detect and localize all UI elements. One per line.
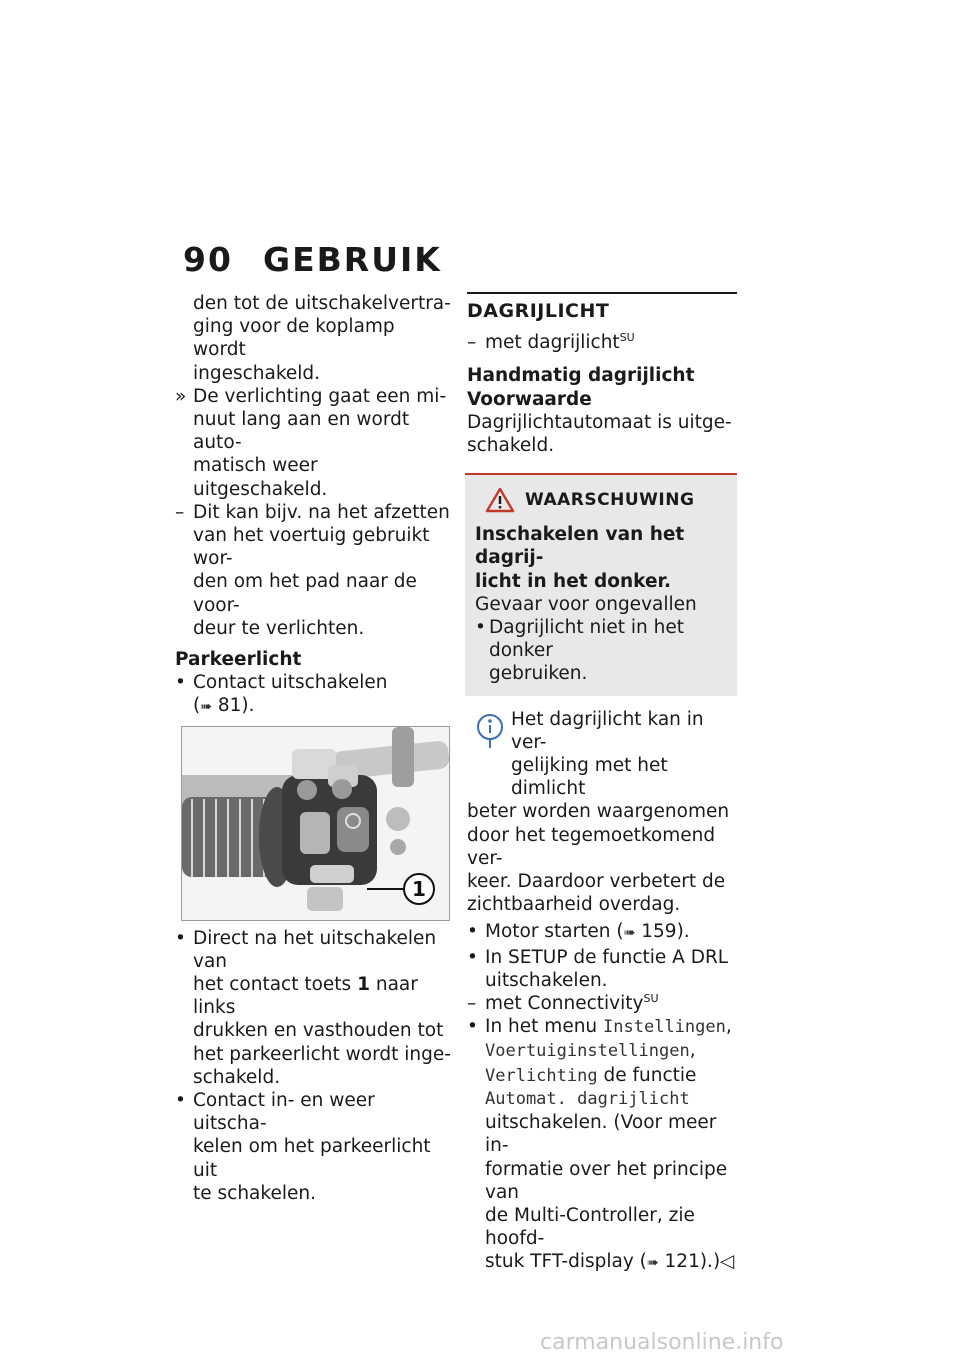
end-of-section-icon: ◁ (720, 1251, 735, 1273)
condition-text: Dagrijlichtautomaat is uitge- schakeld. (467, 411, 732, 457)
equipment-connectivity: – met Connectivity$^{SU}$ (467, 991, 659, 1015)
result-item: » De verlichting gaat een mi- nuut lang aan en wordt auto- matisch weer uitgeschakeld. (175, 385, 447, 500)
menu-item-automat-dagrijlicht: Automat. dagrijlicht (485, 1088, 690, 1109)
info-icon (475, 712, 505, 750)
step-menu: • In het menu Instellingen, Voertuiginstellingen, Verlichting de functie Automat. dagrijlicht uitschakelen. (Voor meer in- formatie over het principe van de Multi-Controller, zie hoofd- stuk TFT-display (➠ 121).)◁ (467, 1015, 737, 1275)
watermark: carmanualsonline.info (540, 1330, 784, 1355)
warning-bullet: • Dagrijlicht niet in het donker gebruiken. (475, 617, 685, 685)
page-ref[interactable]: 121).) (664, 1251, 721, 1273)
warning-triangle-icon (485, 487, 515, 513)
chapter-title: GEBRUIK (263, 240, 442, 279)
warning-box (465, 473, 737, 695)
menu-path-verlichting: Verlichting (485, 1065, 598, 1086)
continued-text: den tot de uitschakelvertra- ging voor de koplamp wordt ingeschakeld. (193, 293, 451, 384)
page-ref-arrow-icon: ➠ (646, 1255, 659, 1272)
dash-marker: – (175, 501, 185, 523)
right-column (467, 292, 737, 1276)
info-note: Het dagrijlicht kan in ver- gelijking met het dimlicht beter worden waargenomen door het tegemoetkomend ver- keer. Daardoor verbetert de zichtbaarheid overdag. (467, 708, 730, 916)
handlebar-switch-figure (181, 726, 450, 921)
heading-parkeerlicht: Parkeerlicht (175, 649, 302, 671)
page-ref[interactable]: 159). (641, 921, 690, 943)
menu-path-voertuiginstellingen: Voertuiginstellingen (485, 1041, 690, 1062)
left-column (175, 292, 453, 1205)
step-setup: • In SETUP de functie A DRL uitschakelen. (467, 946, 729, 991)
heading-voorwaarde: Voorwaarde (467, 388, 592, 410)
page-ref-arrow-icon: ➠ (623, 925, 636, 942)
handlebar-switch-illustration (182, 727, 449, 920)
warning-label: WAARSCHUWING (525, 489, 695, 510)
warning-text: Gevaar voor ongevallen (475, 593, 697, 615)
section-rule (467, 292, 737, 294)
button-ref: 1 (357, 974, 370, 996)
menu-path-instellingen: Instellingen (603, 1017, 726, 1038)
su-badge: SU (619, 331, 635, 345)
heading-handmatig: Handmatig dagrijlicht (467, 365, 695, 387)
step-contact-cycle: • Contact in- en weer uitscha- kelen om het parkeerlicht uit te schakelen. (175, 1090, 431, 1204)
section-title: DAGRIJLICHT (467, 300, 610, 322)
step-press-button: • Direct na het uitschakelen van het contact toets 1 naar links drukken en vasthouden tot het parkeerlicht wordt inge- schakeld. (175, 927, 451, 1088)
page-number: 90 (183, 240, 233, 279)
step-contact-off: • Contact uitschakelen (➠ 81). (175, 672, 388, 717)
su-badge: SU (643, 991, 659, 1005)
page-ref[interactable]: 81). (217, 695, 255, 717)
note-item: – Dit kan bijv. na het afzetten van het voertuig gebruikt wor- den om het pad naar de voor- deur te verlichten. (175, 501, 450, 639)
step-motor-start: • Motor starten (➠ 159). (467, 921, 690, 943)
result-marker: » (175, 385, 187, 407)
warning-title: Inschakelen van het dagrij- licht in het donker. (475, 524, 685, 592)
equipment-dagrijlicht: – met dagrijlicht$^{SU}$ (467, 331, 635, 354)
page-ref-arrow-icon: ➠ (200, 699, 212, 716)
figure-callout-1: 1 (412, 876, 426, 901)
